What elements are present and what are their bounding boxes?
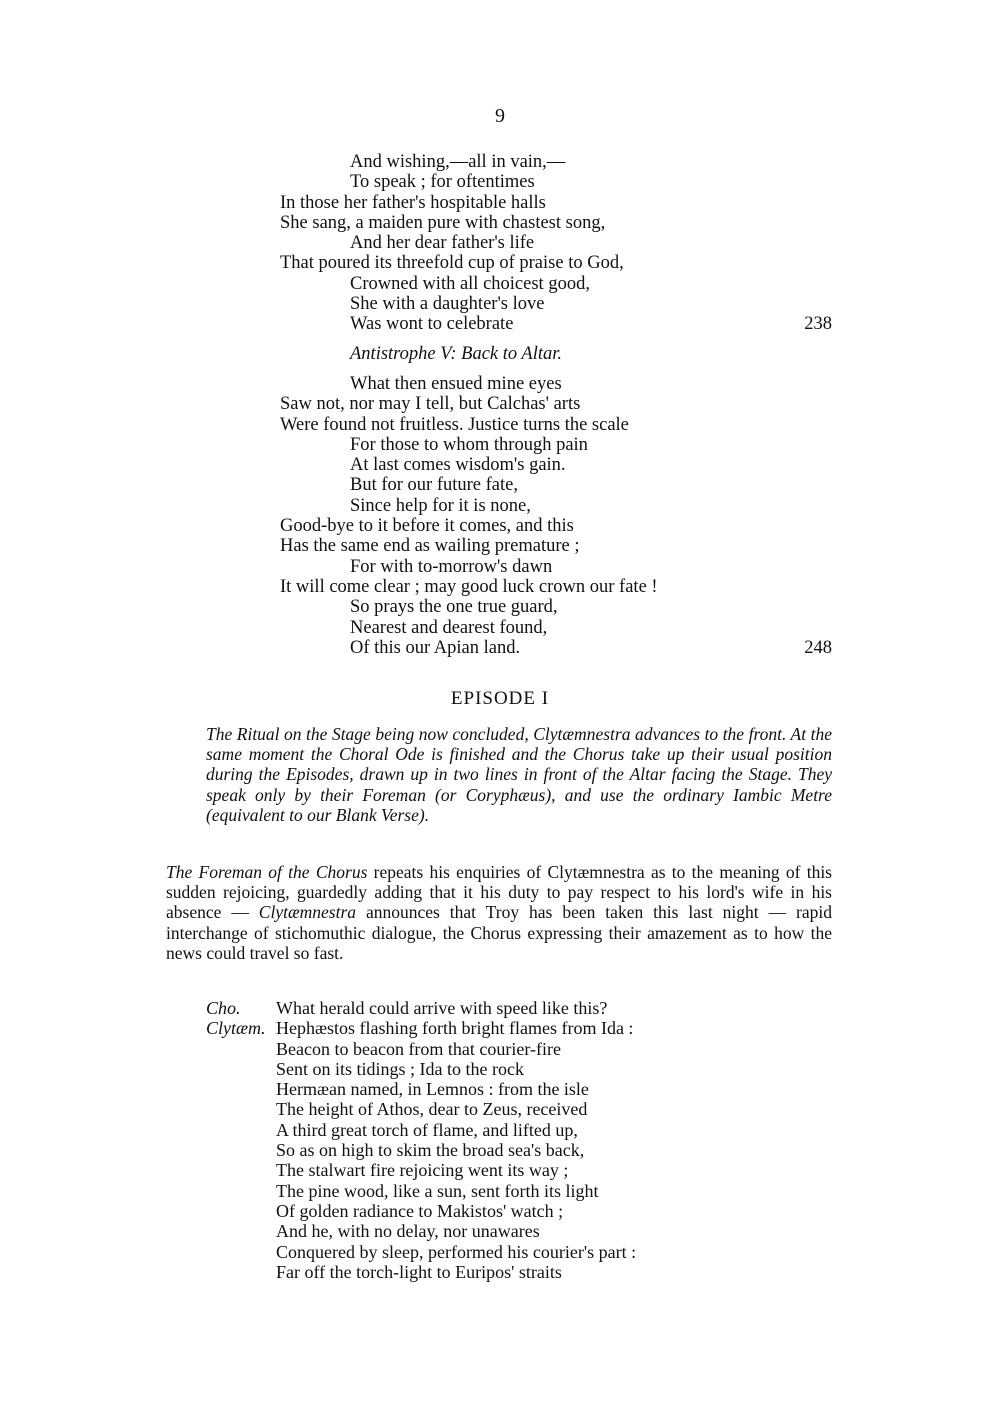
verse-line: She sang, a maiden pure with chastest song, [280,212,606,233]
summary-text: repeats his enquiries of Clytæmnestra as to the meaning of this sudden rejoicing, guardedly adding that it his duty to pay respect to his lord's wife in his absence — [166,862,832,923]
speaker [206,1262,276,1282]
episode-summary [166,862,832,963]
dialogue-line: Of golden radiance to Makistos' watch ; [206,1201,806,1221]
speaker [206,1242,276,1262]
page-number: 9 [495,105,505,127]
speaker [206,1221,276,1241]
verse-line: What then ensued mine eyes [350,373,562,394]
summary-lead: The Foreman of the Chorus [166,862,368,882]
dialogue-line: Cho. What herald could arrive with speed like this? [206,998,608,1018]
verse-line: And wishing,—all in vain,— [350,152,566,172]
summary-text: announces that Troy has been taken this last night — rapid interchange of stichomuthic dialogue, the Chorus expressing their amazement as to how the news could travel so fast. [166,902,832,963]
speaker [206,1140,276,1160]
dialogue-line: So as on high to skim the broad sea's back, [206,1140,806,1160]
speaker [206,1181,276,1201]
speaker [206,1120,276,1140]
verse-line: Saw not, nor may I tell, but Calchas' arts [280,394,581,415]
line-number: 238 [804,314,832,335]
line-number: 248 [804,637,832,658]
choral-verse [280,152,840,658]
verse-line: In those her father's hospitable halls [280,192,546,213]
verse-line: She with a daughter's love [350,294,545,315]
dialogue-line: Conquered by sleep, performed his courier's part : [206,1242,806,1262]
verse-line: Crowned with all choicest good, [350,273,590,294]
verse-line: For with to-morrow's dawn [350,556,553,577]
stage-direction: The Ritual on the Stage being now concluded, Clytæmnestra advances to the front. At the same moment the Choral Ode is finished and the Chorus take up their usual position during the Episodes, drawn up in two lines in front of the Altar facing the Stage. They speak only by their Foreman (or Coryphæus), and use the ordinary Iambic Metre (equivalent to our Blank Verse). [206,724,832,825]
speaker [206,1160,276,1180]
verse-line: But for our future fate, [350,475,518,496]
dialogue-line: Clytæm. Hephæstos flashing forth bright flames from Ida : [206,1018,634,1039]
dialogue-line: Beacon to beacon from that courier-fire [206,1039,806,1059]
verse-line: At last comes wisdom's gain. [350,455,566,476]
speaker [206,1079,276,1099]
dialogue-line: Sent on its tidings ; Ida to the rock [206,1059,806,1079]
speaker [206,1099,276,1119]
dialogue [206,998,806,1282]
dialogue-line: The pine wood, like a sun, sent forth its light [206,1181,806,1201]
dialogue-line: The stalwart fire rejoicing went its way ; [206,1160,806,1180]
verse-line: For those to whom through pain [350,434,588,455]
speaker [206,1201,276,1221]
episode-title: EPISODE I [450,688,550,709]
verse-line: And her dear father's life [350,233,535,254]
verse-line: To speak ; for oftentimes [350,172,535,193]
dialogue-line: The height of Athos, dear to Zeus, received [206,1099,806,1119]
verse-line: It will come clear ; may good luck crown our fate ! [280,576,658,597]
verse-line: That poured its threefold cup of praise to God, [280,253,624,274]
verse-line: Of this our Apian land. 248 [350,637,832,658]
dialogue-line: A third great torch of flame, and lifted up, [206,1120,806,1140]
summary-name: Clytæmnestra [258,902,357,923]
speaker: Clytæm. [206,1018,266,1039]
speaker [206,1059,276,1079]
speaker: Cho. [206,998,241,1018]
verse-line: Were found not fruitless. Justice turns the scale [280,414,629,435]
dialogue-line: Far off the torch-light to Euripos' straits [206,1262,806,1282]
verse-line: Since help for it is none, [350,495,531,516]
dialogue-line: And he, with no delay, nor unawares [206,1221,806,1241]
verse-line: Has the same end as wailing premature ; [280,536,580,557]
verse-line: So prays the one true guard, [350,597,558,618]
antistrophe-heading: Antistrophe V: Back to Altar. [350,343,563,364]
dialogue-line: Hermæan named, in Lemnos : from the isle [206,1079,806,1099]
verse-line: Nearest and dearest found, [350,617,548,638]
speaker [206,1039,276,1059]
verse-line: Good-bye to it before it comes, and this [280,516,574,537]
verse-line: Was wont to celebrate 238 [350,314,832,335]
